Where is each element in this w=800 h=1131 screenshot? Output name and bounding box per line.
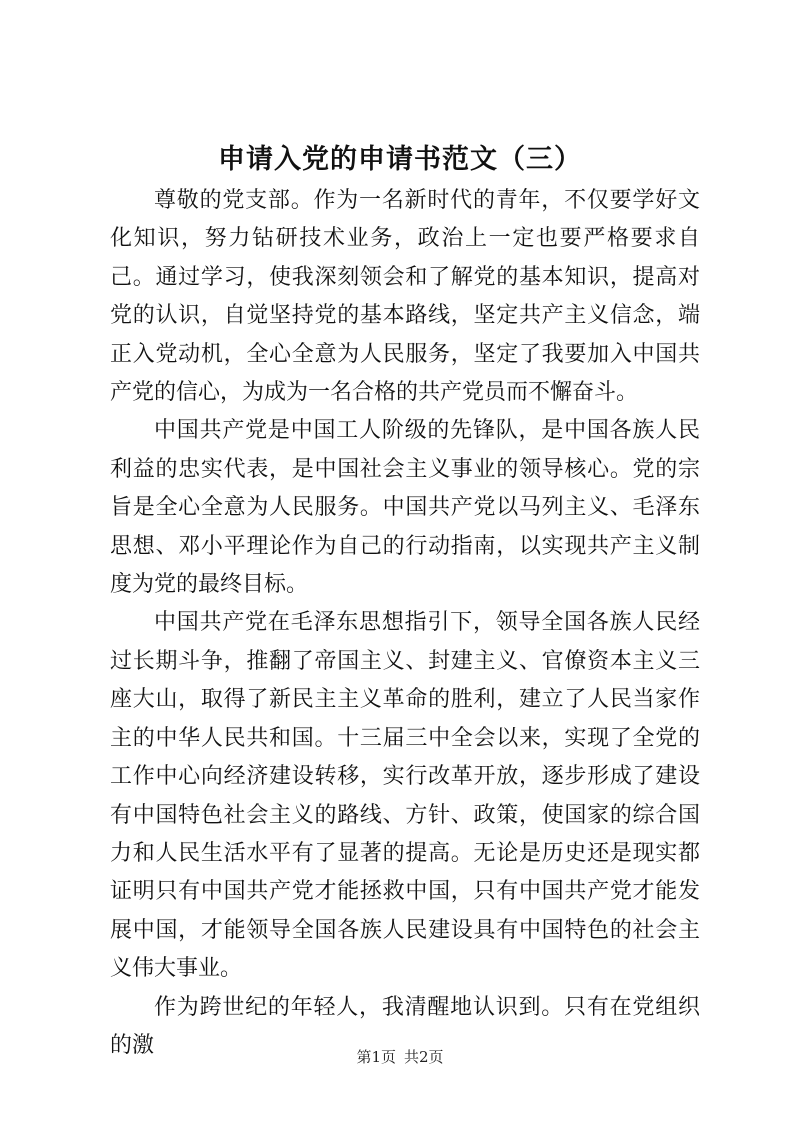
paragraph-2: 中国共产党是中国工人阶级的先锋队，是中国各族人民利益的忠实代表，是中国社会主义事业的领导核心。党的宗旨是全心全意为人民服务。中国共产党以马列主义、毛泽东思想、邓小平理论作为自己的行动指南，以实现共产主义制度为党的最终目标。 xyxy=(110,418,700,598)
paragraph-4: 作为跨世纪的年轻人，我清醒地认识到。只有在党组织的激 xyxy=(110,994,700,1058)
paragraph-3: 中国共产党在毛泽东思想指引下，领导全国各族人民经过长期斗争，推翻了帝国主义、封建主义、官僚资本主义三座大山，取得了新民主主义革命的胜利，建立了人民当家作主的中华人民共和国。十三届三中全会以来，实现了全党的工作中心向经济建设转移，实行改革开放，逐步形成了建设有中国特色社会主义的路线、方针、政策，使国家的综合国力和人民生活水平有了显著的提高。无论是历史还是现实都证明只有中国共产党才能拯救中国，只有中国共产党才能发展中国，才能领导全国各族人民建设具有中国特色的社会主义伟大事业。 xyxy=(110,610,700,982)
paragraph-1: 尊敬的党支部。作为一名新时代的青年，不仅要学好文化知识，努力钻研技术业务，政治上一定也要严格要求自己。通过学习，使我深刻领会和了解党的基本知识，提高对党的认识，自觉坚持党的基本路线，坚定共产主义信念，端正入党动机，全心全意为人民服务，坚定了我要加入中国共产党的信心，为成为一名合格的共产党员而不懈奋斗。 xyxy=(110,188,700,406)
page-number-current: 第1页 xyxy=(356,1048,396,1066)
document-title: 申请入党的申请书范文（三） xyxy=(218,144,582,175)
document-body xyxy=(110,182,700,1065)
page-footer xyxy=(0,1047,800,1067)
page-number-total: 共2页 xyxy=(404,1048,444,1066)
